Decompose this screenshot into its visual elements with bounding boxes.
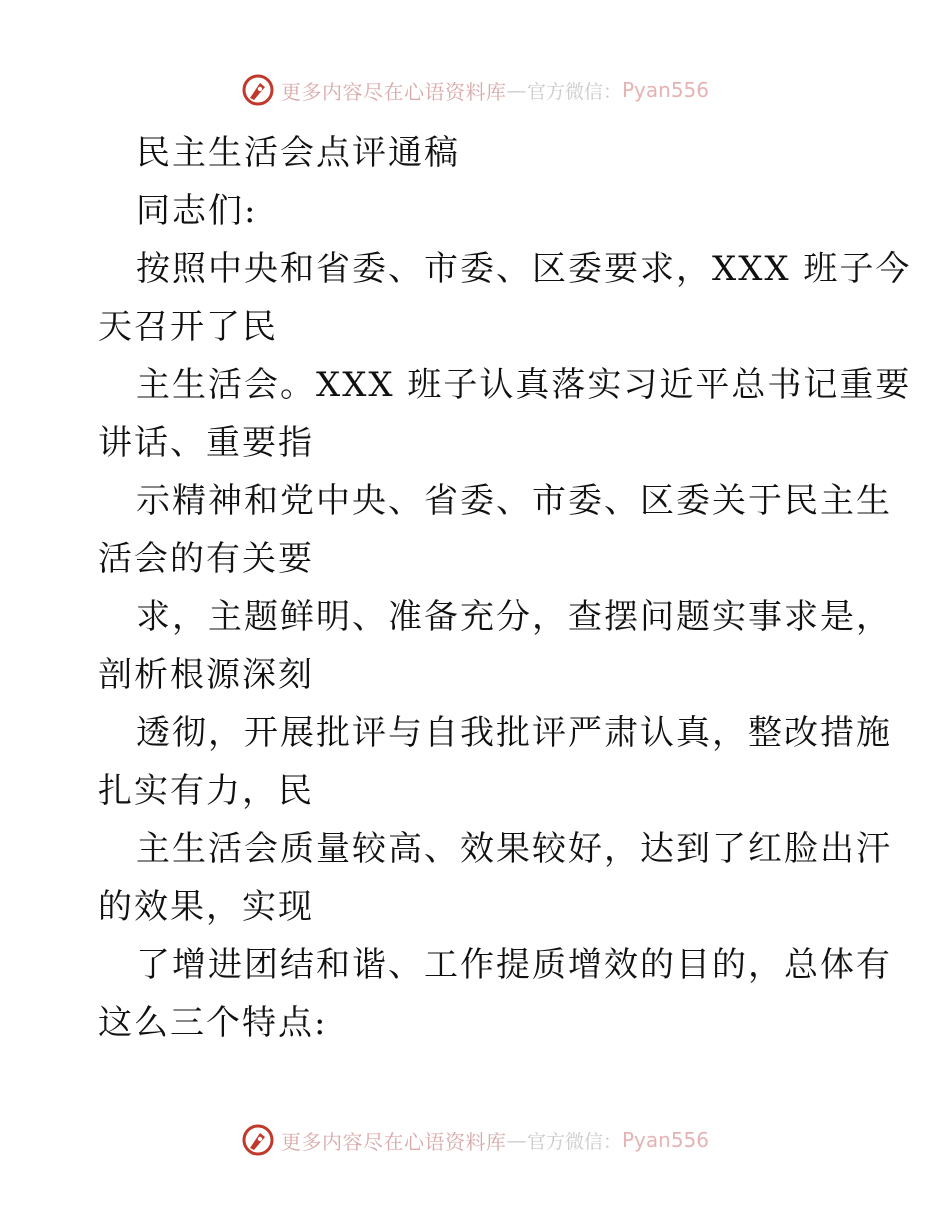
body-line: 按照中央和省委、市委、区委要求，XXX 班子今	[136, 249, 912, 289]
salutation: 同志们:	[136, 191, 258, 231]
body-line: 的效果，实现	[98, 887, 314, 927]
body-line: 活会的有关要	[98, 539, 314, 579]
body-line: 主生活会。XXX 班子认真落实习近平总书记重要	[136, 365, 912, 405]
watermark-official-label: 官方微信：	[526, 80, 622, 103]
document-title: 民主生活会点评通稿	[136, 133, 460, 173]
body-line: 扎实有力，民	[98, 771, 314, 811]
footer-watermark	[0, 1120, 950, 1160]
pen-nib-logo-icon	[241, 1123, 275, 1157]
body-line: 求，主题鲜明、准备充分，查摆问题实事求是，	[136, 597, 892, 637]
watermark-separator: —	[506, 1128, 527, 1152]
body-line: 讲话、重要指	[98, 423, 314, 463]
watermark-title: 更多内容尽在心语资料库	[280, 1129, 507, 1154]
watermark-wechat-id: Pyan556	[622, 78, 710, 102]
watermark-separator: —	[506, 78, 527, 102]
document-body	[98, 124, 912, 1052]
body-line: 主生活会质量较高、效果较好，达到了红脸出汗	[136, 829, 892, 869]
body-line: 透彻，开展批评与自我批评严肃认真，整改措施	[136, 713, 892, 753]
body-line: 这么三个特点:	[98, 1003, 328, 1043]
watermark-official-label: 官方微信：	[526, 1130, 622, 1153]
watermark-title: 更多内容尽在心语资料库	[280, 79, 507, 104]
body-line: 剖析根源深刻	[98, 655, 314, 695]
header-watermark	[0, 70, 950, 110]
paragraph-lines	[98, 240, 912, 1052]
body-line: 示精神和党中央、省委、市委、区委关于民主生	[136, 481, 892, 521]
body-line: 了增进团结和谐、工作提质增效的目的，总体有	[136, 945, 892, 985]
watermark-wechat-id: Pyan556	[622, 1128, 710, 1152]
body-line: 天召开了民	[98, 307, 278, 347]
pen-nib-logo-icon	[241, 73, 275, 107]
